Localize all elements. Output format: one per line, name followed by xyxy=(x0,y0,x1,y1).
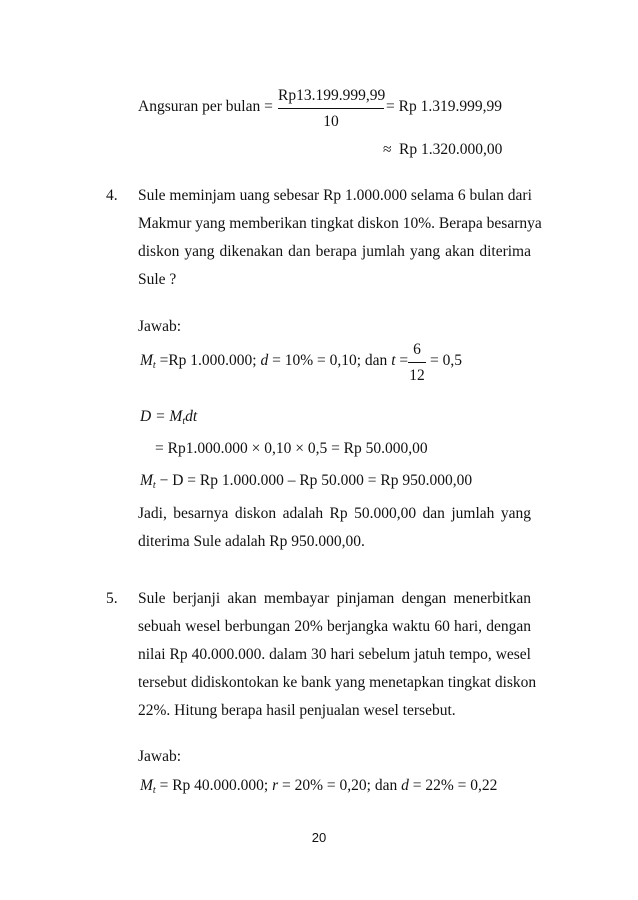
r-value: = 20% = 0,20; dan xyxy=(282,777,398,794)
question-text-line: tersebut didiskontokan ke bank yang menetapkan tingkat diskon xyxy=(138,674,537,691)
given-values xyxy=(140,777,497,795)
fraction-denominator: 10 xyxy=(323,113,339,130)
difference-expression: − D = Rp 1.000.000 – Rp 50.000 = Rp 950.000,00 xyxy=(159,472,473,489)
question-text-line: Sule berjanji akan membayar pinjaman dengan menerbitkan xyxy=(138,590,531,607)
d-value: = 22% = 0,22 xyxy=(412,777,498,794)
angsuran-fraction xyxy=(278,86,384,132)
angsuran-result: = Rp 1.319.999,99 xyxy=(386,98,502,115)
var-m: M xyxy=(140,777,153,794)
var-subscript: t xyxy=(152,360,156,371)
var-r: r xyxy=(272,777,279,794)
question-text-line: 22%. Hitung berapa hasil penjualan wesel tersebut. xyxy=(138,702,456,719)
m-value: =Rp 1.000.000; xyxy=(159,352,257,369)
formula-line xyxy=(140,408,197,426)
t-equals: = xyxy=(399,352,409,369)
var-m: M xyxy=(140,352,153,369)
var-subscript: t xyxy=(182,416,186,427)
var-t: t xyxy=(391,352,396,369)
conclusion-line: Jadi, besarnya diskon adalah Rp 50.000,00 dan jumlah yang xyxy=(138,505,531,522)
question-text-line: nilai Rp 40.000.000. dalam 30 hari sebelum jatuh tempo, wesel xyxy=(138,646,531,663)
question-text-line: Sule ? xyxy=(138,271,177,288)
fraction-bar xyxy=(408,362,426,363)
t-result: = 0,5 xyxy=(430,352,462,369)
conclusion-line: diterima Sule adalah Rp 950.000,00. xyxy=(138,533,365,550)
formula-lhs: D = M xyxy=(140,408,183,425)
formula-rhs: dt xyxy=(185,408,198,425)
m-value: = Rp 40.000.000; xyxy=(159,777,269,794)
question-number: 4. xyxy=(106,187,118,204)
var-subscript: t xyxy=(152,480,156,491)
approx-symbol: ≈ xyxy=(383,141,392,158)
question-number: 5. xyxy=(106,590,118,607)
calculation-line: = Rp1.000.000 × 0,10 × 0,5 = Rp 50.000,00 xyxy=(155,440,428,457)
angsuran-label: Angsuran per bulan = xyxy=(138,98,273,115)
jawab-label: Jawab: xyxy=(138,748,182,765)
question-text-line: diskon yang dikenakan dan berapa jumlah yang akan diterima xyxy=(138,243,531,260)
approx-value: Rp 1.320.000,00 xyxy=(399,141,503,158)
fraction-numerator: Rp13.199.999,99 xyxy=(278,87,386,104)
page-number: 20 xyxy=(311,830,327,845)
question-text-line: Sule meminjam uang sebesar Rp 1.000.000 selama 6 bulan dari xyxy=(138,187,532,204)
jawab-label: Jawab: xyxy=(138,318,182,335)
var-d: d xyxy=(401,777,409,794)
fraction-numerator: 6 xyxy=(413,341,421,358)
question-text-line: Makmur yang memberikan tingkat diskon 10%. Berapa besarnya xyxy=(138,215,542,232)
var-subscript: t xyxy=(152,785,156,796)
var-d: d xyxy=(260,352,269,369)
var-m: M xyxy=(140,472,153,489)
fraction-denominator: 12 xyxy=(409,367,425,384)
fraction-bar xyxy=(278,108,384,109)
question-text-line: sebuah wesel berbungan 20% berjangka waktu 60 hari, dengan xyxy=(138,618,531,635)
t-fraction xyxy=(408,340,426,386)
d-value: = 10% = 0,10; dan xyxy=(272,352,388,369)
difference-line xyxy=(140,472,472,490)
